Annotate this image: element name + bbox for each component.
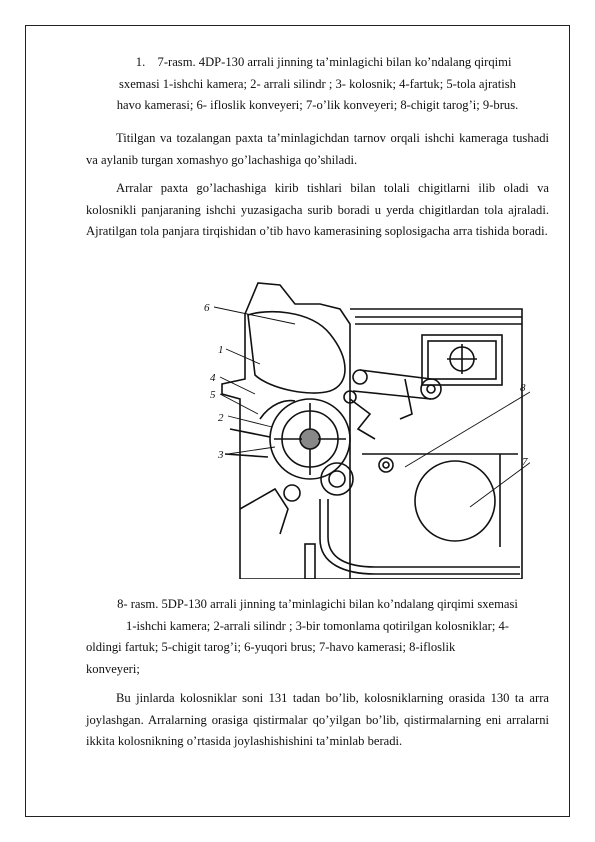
figure-caption-8: [86, 594, 549, 637]
label-8: 8: [520, 382, 526, 394]
caption-line: [86, 52, 549, 74]
air-chamber-fan: [415, 461, 495, 541]
caption-continued: [86, 637, 549, 680]
gin-cross-section-figure: [200, 279, 530, 579]
caption-line: 1-ishchi kamera; 2-arrali silindr ; 3-bir tomonlama qotirilgan kolosniklar; 4-: [126, 618, 509, 633]
caption-number: 1.: [135, 55, 146, 69]
label-5: 5: [210, 389, 216, 401]
label-3: 3: [218, 449, 224, 461]
caption-line: konveyeri;: [86, 661, 140, 676]
working-chamber: [248, 312, 345, 393]
label-4: 4: [210, 372, 216, 384]
label-2: 2: [218, 412, 224, 424]
label-6: 6: [204, 302, 210, 314]
paragraph-3: Bu jinlarda kolosniklar soni 131 tadan bo’lib, kolosniklarning orasida 130 ta arra joylashgan. Arralarning orasiga qistirmalar qo’yilgan bo’lib, qistirmalarning eni arralarni ikkita kolosnikning o’rtasida joylashishishini ta’minlab beradi.: [86, 691, 549, 748]
large-pulley: [421, 379, 441, 399]
caption-line: sxemasi 1-ishchi kamera; 2- arrali silindr ; 3- kolosnik; 4-fartuk; 5-tola ajratish: [119, 76, 516, 91]
caption-line: oldingi fartuk; 5-chigit tarog’i; 6-yuqori brus; 7-havo kamerasi; 8-ifloslik: [86, 640, 456, 654]
paragraph-1: Titilgan va tozalangan paxta ta’minlagichdan tarnov orqali ishchi kameraga tushadi va aylanib turgan xomashyo go’lachashiga qo’shiladi.: [86, 131, 549, 167]
drive-belt: [353, 370, 431, 399]
paragraph-2: Arralar paxta go’lachashiga kirib tishlari bilan tolali chigitlarni ilib oladi va kolosnikli panjaraning ishchi yuzasigacha surib boradi u yerda chigitlardan tola ajraladi. Ajratilgan tola panjara tirqishidan o’tib havo kamerasining soplosigacha arra tishida boradi.: [86, 181, 549, 238]
label-7: 7: [522, 456, 528, 468]
front-apron: [225, 429, 270, 457]
caption-line: 8- rasm. 5DP-130 arrali jinning ta’minlagichi bilan ko’ndalang qirqimi sxemasi: [117, 597, 518, 611]
figure-caption-7: [86, 52, 549, 117]
small-pulley: [353, 370, 367, 384]
caption-title: 7-rasm. 4DP-130 arrali jinning ta’minlagichi bilan ko’ndalang qirqimi: [157, 55, 512, 69]
caption-line: havo kamerasi; 6- ifloslik konveyeri; 7-o’lik konveyeri; 8-chigit tarog’i; 9-brus.: [116, 98, 519, 112]
label-1: 1: [218, 344, 224, 356]
